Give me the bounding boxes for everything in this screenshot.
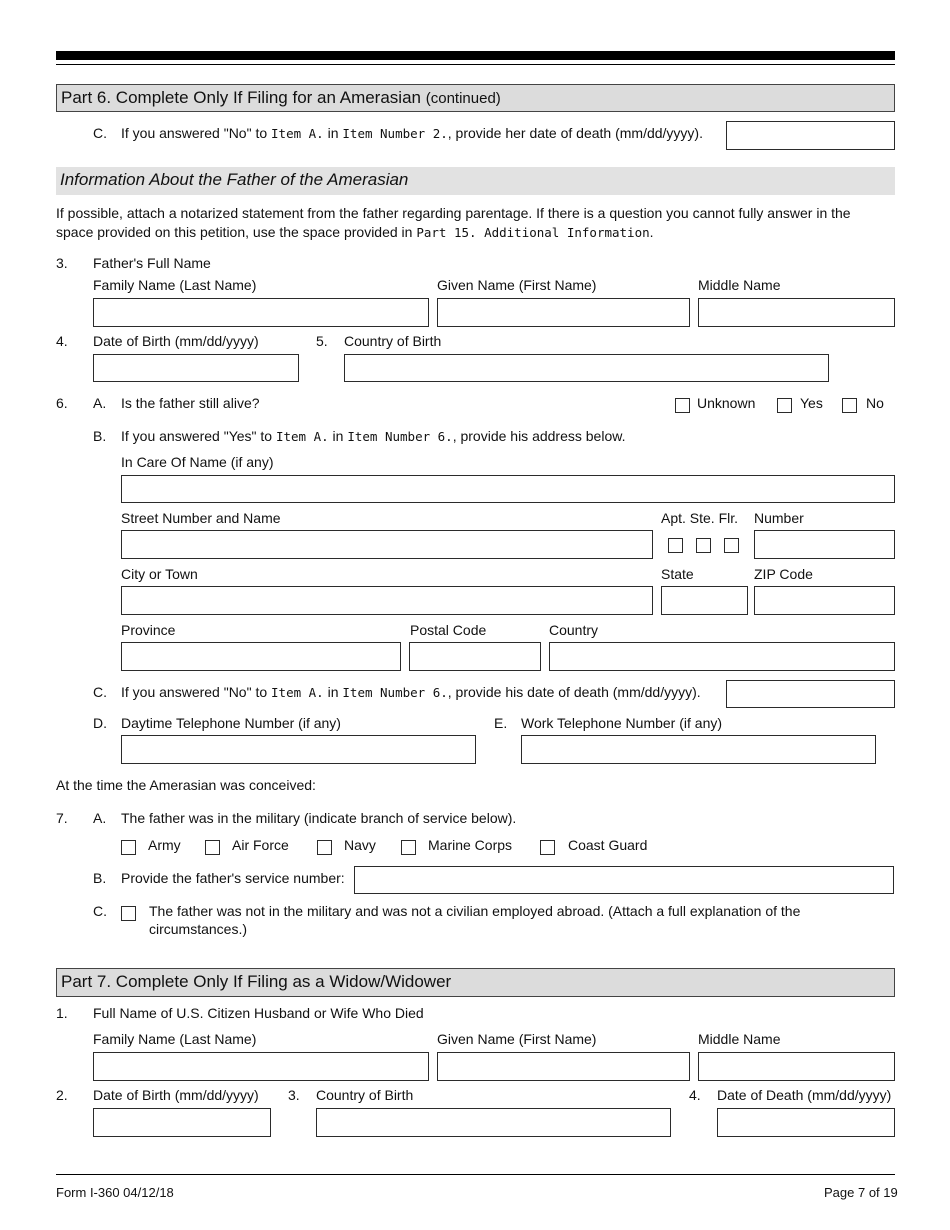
father-alive-yes-checkbox[interactable]: [777, 398, 792, 413]
country-input[interactable]: [549, 642, 895, 671]
p7-q1-label: Full Name of U.S. Citizen Husband or Wife Who Died: [93, 1005, 424, 1021]
q6d-label: Daytime Telephone Number (if any): [121, 715, 341, 731]
item-c-label: If you answered "No" to Item A. in Item Number 2., provide her date of death (mm/dd/yyyy).: [121, 125, 703, 141]
coast-guard-checkbox[interactable]: [540, 840, 555, 855]
q3-number: 3.: [56, 255, 68, 271]
province-input[interactable]: [121, 642, 401, 671]
daytime-phone-input[interactable]: [121, 735, 476, 764]
spouse-given-name-label: Given Name (First Name): [437, 1031, 597, 1047]
top-thin-rule: [56, 64, 895, 65]
street-label: Street Number and Name: [121, 510, 281, 526]
q6b-label: If you answered "Yes" to Item A. in Item Number 6., provide his address below.: [121, 428, 626, 444]
spouse-middle-name-label: Middle Name: [698, 1031, 781, 1047]
in-care-of-input[interactable]: [121, 475, 895, 503]
q6c-label: If you answered "No" to Item A. in Item Number 6., provide his date of death (mm/dd/yyyy).: [121, 684, 701, 700]
father-country-of-birth-input[interactable]: [344, 354, 829, 382]
father-date-of-death-input[interactable]: [726, 680, 895, 708]
father-dob-input[interactable]: [93, 354, 299, 382]
q7a-letter: A.: [93, 810, 107, 826]
spouse-country-of-birth-input[interactable]: [316, 1108, 671, 1137]
air-force-checkbox[interactable]: [205, 840, 220, 855]
mother-date-of-death-input[interactable]: [726, 121, 895, 150]
q4-label: Date of Birth (mm/dd/yyyy): [93, 333, 259, 349]
spouse-middle-name-input[interactable]: [698, 1052, 895, 1081]
marine-corps-label: Marine Corps: [428, 837, 513, 853]
army-label: Army: [148, 837, 181, 853]
q7c-line2: circumstances.): [149, 921, 248, 937]
number-label: Number: [754, 510, 804, 526]
spouse-dob-input[interactable]: [93, 1108, 271, 1137]
p7-q4-number: 4.: [689, 1087, 701, 1103]
part6-header-title: Part 6. Complete Only If Filing for an Amerasian: [61, 88, 421, 107]
postal-code-input[interactable]: [409, 642, 541, 671]
father-family-name-label: Family Name (Last Name): [93, 277, 257, 293]
father-section-title: Information About the Father of the Amerasian: [56, 167, 895, 195]
air-force-label: Air Force: [232, 837, 289, 853]
part6-header: [56, 84, 895, 112]
in-care-of-label: In Care Of Name (if any): [121, 454, 274, 470]
apt-ste-flr-label: Apt. Ste. Flr.: [661, 510, 739, 526]
q6a-label: Is the father still alive?: [121, 395, 260, 411]
part7-header: Part 7. Complete Only If Filing as a Widow/Widower: [56, 968, 895, 997]
father-given-name-input[interactable]: [437, 298, 690, 327]
state-select[interactable]: [661, 586, 748, 615]
state-label: State: [661, 566, 694, 582]
city-label: City or Town: [121, 566, 198, 582]
navy-checkbox[interactable]: [317, 840, 332, 855]
conceived-text: At the time the Amerasian was conceived:: [56, 777, 316, 793]
p7-q4-label: Date of Death (mm/dd/yyyy): [717, 1087, 892, 1103]
footer-page-number: Page 7 of 19: [824, 1185, 898, 1200]
q6d-letter: D.: [93, 715, 107, 731]
father-alive-no-checkbox[interactable]: [842, 398, 857, 413]
spouse-date-of-death-input[interactable]: [717, 1108, 895, 1137]
p7-q2-number: 2.: [56, 1087, 68, 1103]
q6e-label: Work Telephone Number (if any): [521, 715, 723, 731]
p7-q2-label: Date of Birth (mm/dd/yyyy): [93, 1087, 259, 1103]
navy-label: Navy: [344, 837, 376, 853]
footer-form-id: Form I-360 04/12/18: [56, 1185, 174, 1200]
postal-code-label: Postal Code: [410, 622, 487, 638]
footer-rule: [56, 1174, 895, 1175]
father-alive-unknown-label: Unknown: [697, 395, 756, 411]
q7a-label: The father was in the military (indicate branch of service below).: [121, 810, 517, 826]
p7-q3-label: Country of Birth: [316, 1087, 414, 1103]
q6a-letter: A.: [93, 395, 107, 411]
father-alive-no-label: No: [866, 395, 884, 411]
father-middle-name-input[interactable]: [698, 298, 895, 327]
p7-q3-number: 3.: [288, 1087, 300, 1103]
father-alive-yes-label: Yes: [800, 395, 823, 411]
spouse-family-name-label: Family Name (Last Name): [93, 1031, 257, 1047]
country-label: Country: [549, 622, 599, 638]
street-input[interactable]: [121, 530, 653, 559]
father-middle-name-label: Middle Name: [698, 277, 781, 293]
province-label: Province: [121, 622, 176, 638]
q4-number: 4.: [56, 333, 68, 349]
item-c-letter: C.: [93, 125, 107, 141]
q6c-letter: C.: [93, 684, 107, 700]
city-input[interactable]: [121, 586, 653, 615]
unit-number-input[interactable]: [754, 530, 895, 559]
q5-label: Country of Birth: [344, 333, 442, 349]
army-checkbox[interactable]: [121, 840, 136, 855]
q6-number: 6.: [56, 395, 68, 411]
q7c-line1: The father was not in the military and was not a civilian employed abroad. (Attach a full explanation of the: [149, 903, 801, 919]
zip-label: ZIP Code: [754, 566, 813, 582]
father-family-name-input[interactable]: [93, 298, 429, 327]
part6-header-continued: (continued): [425, 90, 501, 107]
p7-q1-number: 1.: [56, 1005, 68, 1021]
q6b-letter: B.: [93, 428, 107, 444]
father-alive-unknown-checkbox[interactable]: [675, 398, 690, 413]
zip-input[interactable]: [754, 586, 895, 615]
q5-number: 5.: [316, 333, 328, 349]
apt-checkbox[interactable]: [668, 538, 683, 553]
q6e-letter: E.: [494, 715, 508, 731]
q7-number: 7.: [56, 810, 68, 826]
q3-label: Father's Full Name: [93, 255, 211, 271]
top-thick-rule: [56, 51, 895, 60]
father-intro-text: If possible, attach a notarized statement from the father regarding parentage. If there is a question you cannot fully answer in the space provided on this petition, use the space provided in Part 15. Additional Information.: [56, 205, 851, 240]
q7b-label: Provide the father's service number:: [121, 870, 345, 886]
q7b-letter: B.: [93, 870, 107, 886]
service-number-input[interactable]: [354, 866, 894, 894]
not-in-military-checkbox[interactable]: [121, 906, 136, 921]
ste-checkbox[interactable]: [696, 538, 711, 553]
spouse-given-name-input[interactable]: [437, 1052, 690, 1081]
father-given-name-label: Given Name (First Name): [437, 277, 597, 293]
marine-corps-checkbox[interactable]: [401, 840, 416, 855]
coast-guard-label: Coast Guard: [568, 837, 648, 853]
spouse-family-name-input[interactable]: [93, 1052, 429, 1081]
flr-checkbox[interactable]: [724, 538, 739, 553]
q7c-letter: C.: [93, 903, 107, 919]
work-phone-input[interactable]: [521, 735, 876, 764]
